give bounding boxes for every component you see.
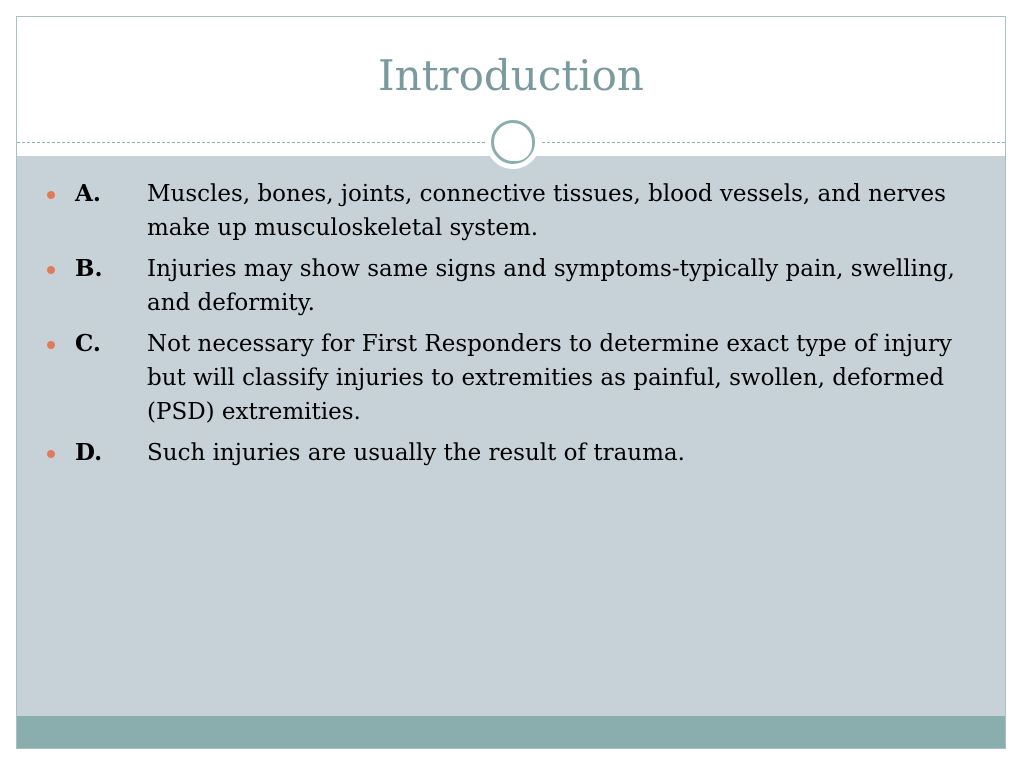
bullet-letter: A.: [75, 180, 101, 207]
bullet-dot-icon: [47, 450, 55, 458]
slide-title: Introduction: [378, 51, 644, 100]
bullet-text: Muscles, bones, joints, connective tissues, blood vessels, and nerves make up musculoskeletal system.: [147, 181, 946, 241]
bullet-item-a: [47, 177, 977, 245]
bullet-dot-icon: [47, 266, 55, 274]
bullet-letter: C.: [75, 330, 101, 357]
ornament-inner-ring: [500, 129, 532, 161]
double-ring-circle-icon: [486, 115, 540, 169]
bullet-letter: B.: [75, 255, 103, 282]
bullet-item-b: [47, 252, 977, 320]
bullet-item-c: [47, 327, 977, 429]
bullet-list: [47, 177, 977, 477]
ornament-outer-ring: [491, 120, 535, 164]
slide: [16, 16, 1006, 749]
bullet-letter: D.: [75, 439, 103, 466]
bullet-dot-icon: [47, 191, 55, 199]
bullet-item-d: [47, 436, 977, 470]
bullet-dot-icon: [47, 341, 55, 349]
bullet-text: Not necessary for First Responders to determine exact type of injury but will classify injuries to extremities as painful, swollen, deformed (PSD) extremities.: [147, 331, 952, 425]
footer-bar: [17, 716, 1005, 749]
bullet-text: Injuries may show same signs and symptoms-typically pain, swelling, and deformity.: [147, 256, 955, 316]
bullet-text: Such injuries are usually the result of trauma.: [147, 440, 685, 466]
